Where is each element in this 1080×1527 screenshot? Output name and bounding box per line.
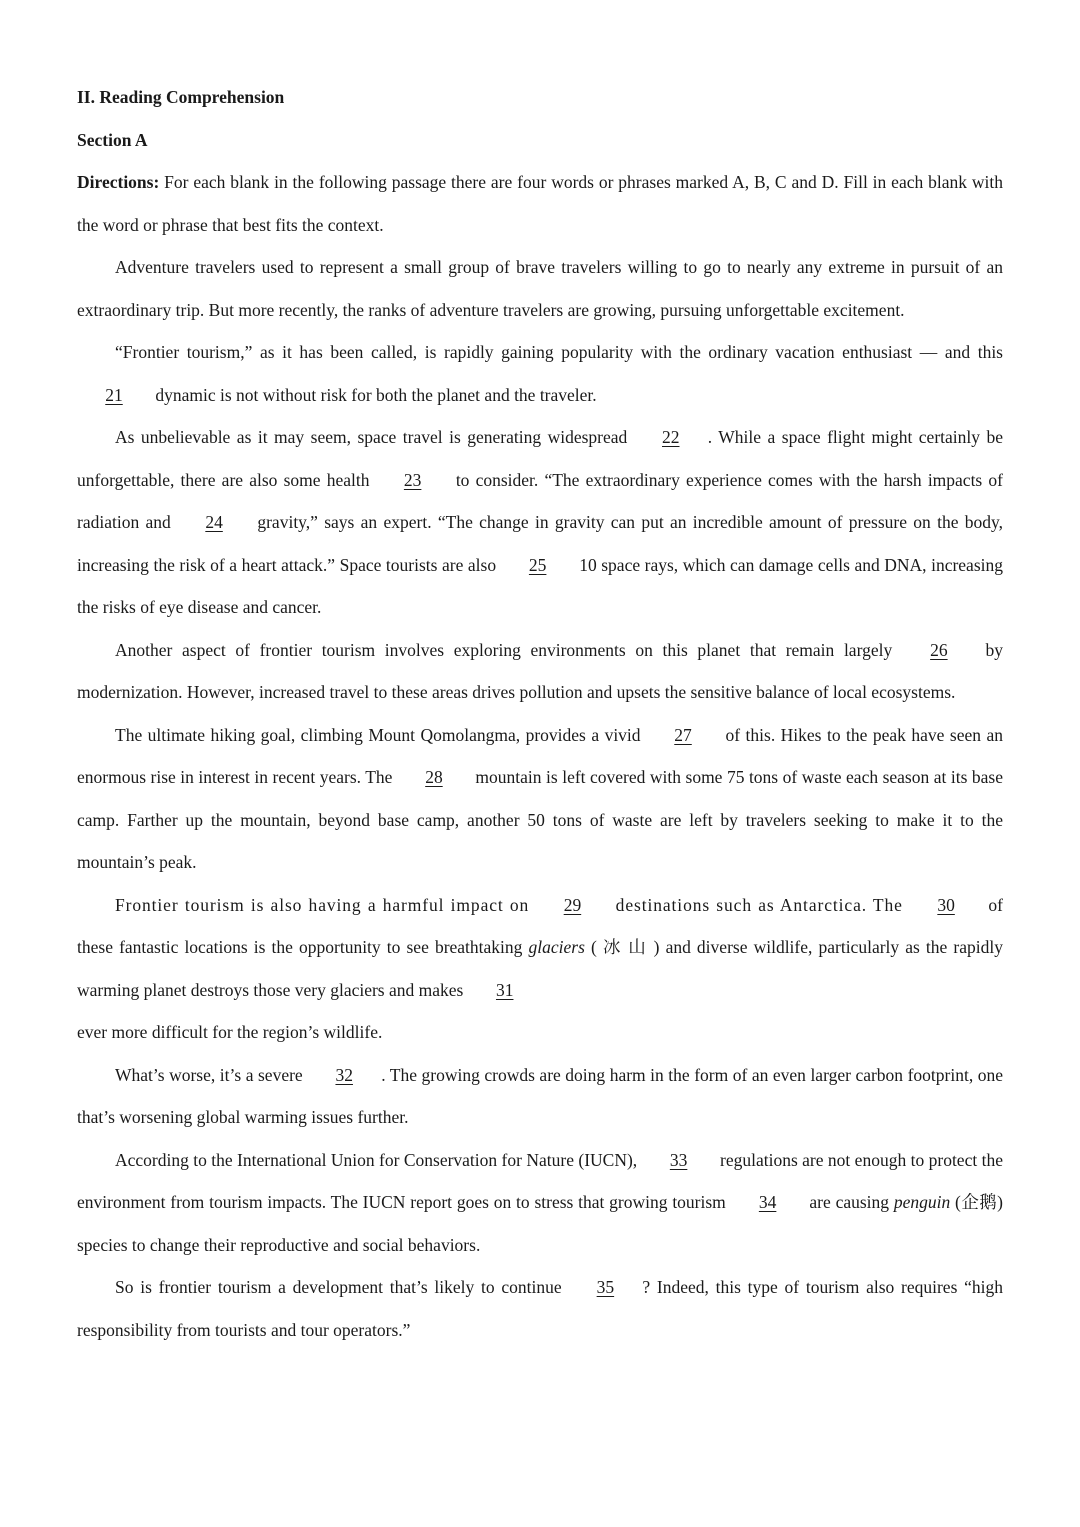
paragraph-1: Adventure travelers used to represent a small group of brave travelers willing to go to nearly any extreme in pursuit of an extraordinary trip. But more recently, the ranks of adventure travelers are growing, pursuing unforgettable excitement.: [77, 257, 1003, 320]
paragraph-8: [77, 1139, 1003, 1267]
text-run: are causing: [804, 1192, 894, 1212]
blank-25: 25: [528, 554, 547, 575]
text-run: dynamic is not without risk for both the planet and the traveler.: [151, 384, 597, 405]
text-run: gravity,” says an expert. “The change in gravity can put an incredible amount of pressure on the body, increasing the risk of a heart attack.” Space tourists are also: [77, 512, 1004, 575]
blank-24: 24: [205, 512, 223, 532]
section-title: II. Reading Comprehension: [77, 87, 285, 107]
text-run: and diverse wildlife, particularly as the rapidly warming planet destroys those very glaciers and makes: [77, 937, 1003, 1000]
blank-22: 22: [662, 427, 680, 447]
blank-21: 21: [105, 384, 123, 405]
blank-31: 31: [495, 979, 514, 1000]
text-run: . While a space flight might certainly be unforgettable, there are also some health: [77, 427, 1003, 490]
section-subtitle: Section A: [77, 129, 148, 150]
text-run: Another aspect of frontier tourism involves exploring environments on this planet that remain largely: [115, 639, 902, 660]
blank-23: 23: [403, 469, 422, 490]
text-run: What’s worse, it’s a severe: [115, 1064, 308, 1085]
penguin-chinese: (企鹅): [950, 1192, 1004, 1212]
text-run: Frontier tourism is also having a harmful impact on: [115, 894, 536, 915]
directions-label: Directions:: [77, 172, 160, 192]
text-run: 10 space rays, which can damage cells and DNA, increasing the risks of eye disease and cancer.: [77, 554, 1004, 617]
text-run: ? Indeed, this type of tourism also requires “high responsibility from tourists and tour operators.”: [77, 1277, 1003, 1340]
glaciers-chinese: ( 冰 山 ): [584, 937, 666, 957]
text-run: . The growing crowds are doing harm in the form of an even larger carbon footprint, one that’s worsening global warming issues further.: [77, 1064, 1003, 1127]
text-run: “Frontier tourism,” as it has been called, is rapidly gaining popularity with the ordinary vacation enthusiast — and this: [115, 342, 1003, 362]
penguin-term: penguin: [893, 1192, 951, 1212]
text-run: of these fantastic locations is the opportunity to see breathtaking: [77, 894, 1003, 957]
text-run: destinations such as Antarctica. The: [609, 894, 910, 915]
glaciers-term: glaciers: [528, 937, 585, 957]
paragraph-4: [77, 629, 1003, 714]
blank-30: 30: [937, 894, 955, 915]
paragraph-9: [77, 1266, 1003, 1351]
blank-35: 35: [596, 1277, 615, 1297]
text-run: mountain is left covered with some 75 tons of waste each season at its base camp. Farther up the mountain, beyond base camp, another 50 tons of waste are left by travelers seeking to make it to the mountain’s peak.: [77, 767, 1003, 872]
text-run: to consider. “The extraordinary experience comes with the harsh impacts of radiation and: [77, 469, 1004, 532]
paragraph-6: [77, 884, 1003, 1054]
text-run: As unbelievable as it may seem, space travel is generating widespread: [115, 427, 634, 447]
text-run: So is frontier tourism a development that’s likely to continue: [115, 1277, 569, 1297]
text-run: The ultimate hiking goal, climbing Mount Qomolangma, provides a vivid: [115, 724, 647, 745]
paragraph-7: [77, 1054, 1003, 1139]
text-run: by modernization. However, increased travel to these areas drives pollution and upsets the sensitive balance of local ecosystems.: [77, 639, 1004, 702]
blank-26: 26: [930, 639, 948, 660]
blank-27: 27: [674, 724, 692, 745]
directions: [77, 161, 1003, 246]
blank-32: 32: [335, 1064, 353, 1085]
text-run: ever more difficult for the region’s wildlife.: [77, 1022, 383, 1042]
text-run: According to the International Union for Conservation for Nature (IUCN),: [115, 1149, 642, 1170]
paragraph-2: [77, 331, 1003, 416]
text-run: species to change their reproductive and social behaviors.: [77, 1234, 481, 1255]
blank-33: 33: [669, 1149, 688, 1170]
blank-28: 28: [425, 767, 443, 787]
paragraph-5: [77, 714, 1003, 884]
paragraph-3: [77, 416, 1003, 629]
blank-34: 34: [758, 1192, 777, 1212]
blank-29: 29: [563, 894, 582, 915]
text-run: of this. Hikes to the peak have seen an enormous rise in interest in recent years. The: [77, 724, 1003, 787]
directions-text: For each blank in the following passage there are four words or phrases marked A, B, C and D. Fill in each blank with the word or phrase that best fits the context.: [77, 172, 1003, 235]
text-run: regulations are not enough to protect the environment from tourism impacts. The IUCN report goes on to stress that growing tourism: [77, 1149, 1003, 1212]
